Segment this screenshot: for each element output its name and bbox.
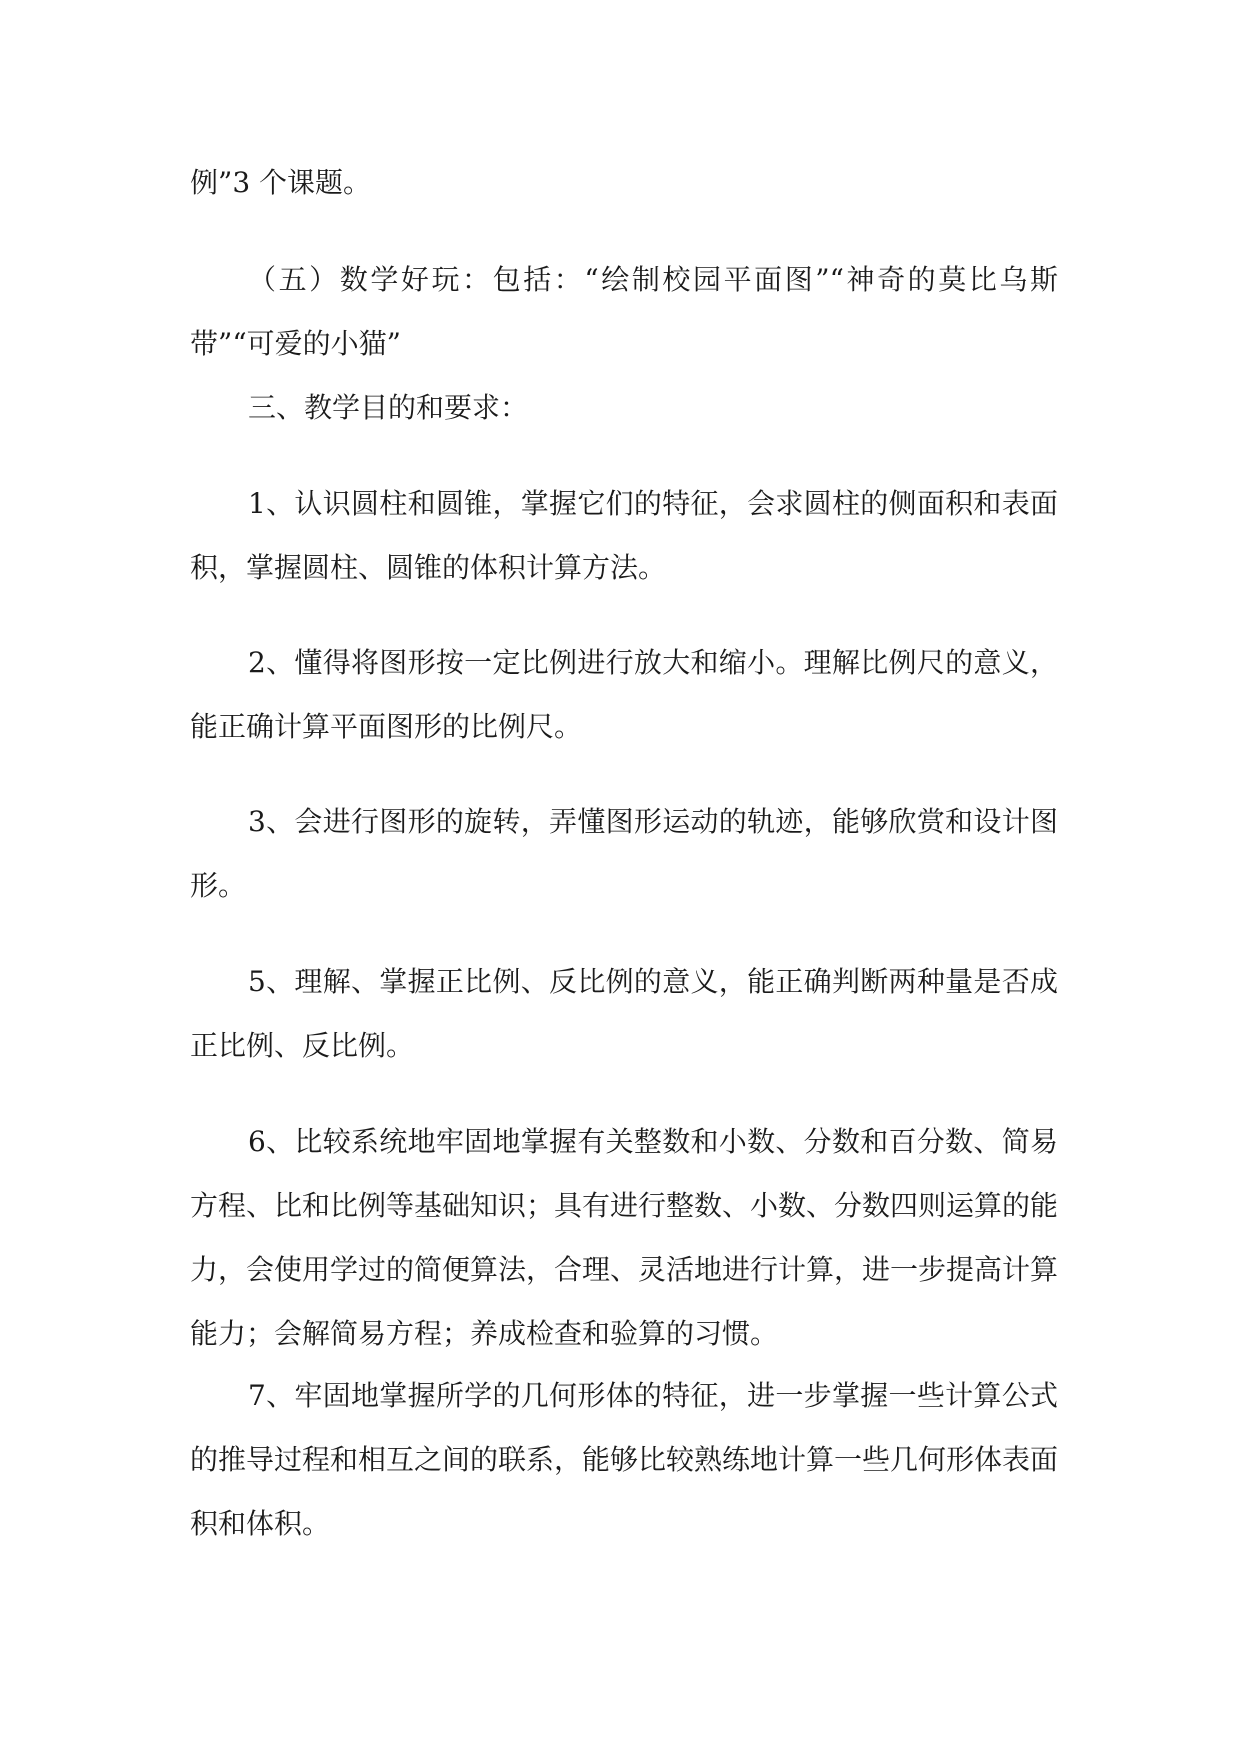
paragraph-goal-3: 3、会进行图形的旋转，弄懂图形运动的轨迹，能够欣赏和设计图形。 xyxy=(190,805,1058,902)
heading-teaching-goals: 三、教学目的和要求： xyxy=(248,391,529,424)
paragraph-goal-7: 7、牢固地掌握所学的几何形体的特征，进一步掌握一些计算公式的推导过程和相互之间的联系，能够比较熟练地计算一些几何形体表面积和体积。 xyxy=(190,1379,1059,1540)
paragraph-goal-2: 2、懂得将图形按一定比例进行放大和缩小。理解比例尺的意义，能正确计算平面图形的比例尺。 xyxy=(190,646,1058,743)
paragraph-section-five: （五）数学好玩：包括：“绘制校园平面图”“神奇的莫比乌斯带”“可爱的小猫” xyxy=(190,263,1058,360)
paragraph-goal-1: 1、认识圆柱和圆锥，掌握它们的特征，会求圆柱的侧面积和表面积，掌握圆柱、圆锥的体积计算方法。 xyxy=(190,487,1058,584)
paragraph-continuation: 例”3 个课题。 xyxy=(190,166,372,199)
paragraph-goal-6: 6、比较系统地牢固地掌握有关整数和小数、分数和百分数、简易方程、比和比例等基础知识；具有进行整数、小数、分数四则运算的能力，会使用学过的简便算法，合理、灵活地进行计算，进一步提高计算能力；会解简易方程；养成检查和验算的习惯。 xyxy=(190,1125,1059,1350)
paragraph-goal-5: 5、理解、掌握正比例、反比例的意义，能正确判断两种量是否成正比例、反比例。 xyxy=(190,965,1058,1062)
